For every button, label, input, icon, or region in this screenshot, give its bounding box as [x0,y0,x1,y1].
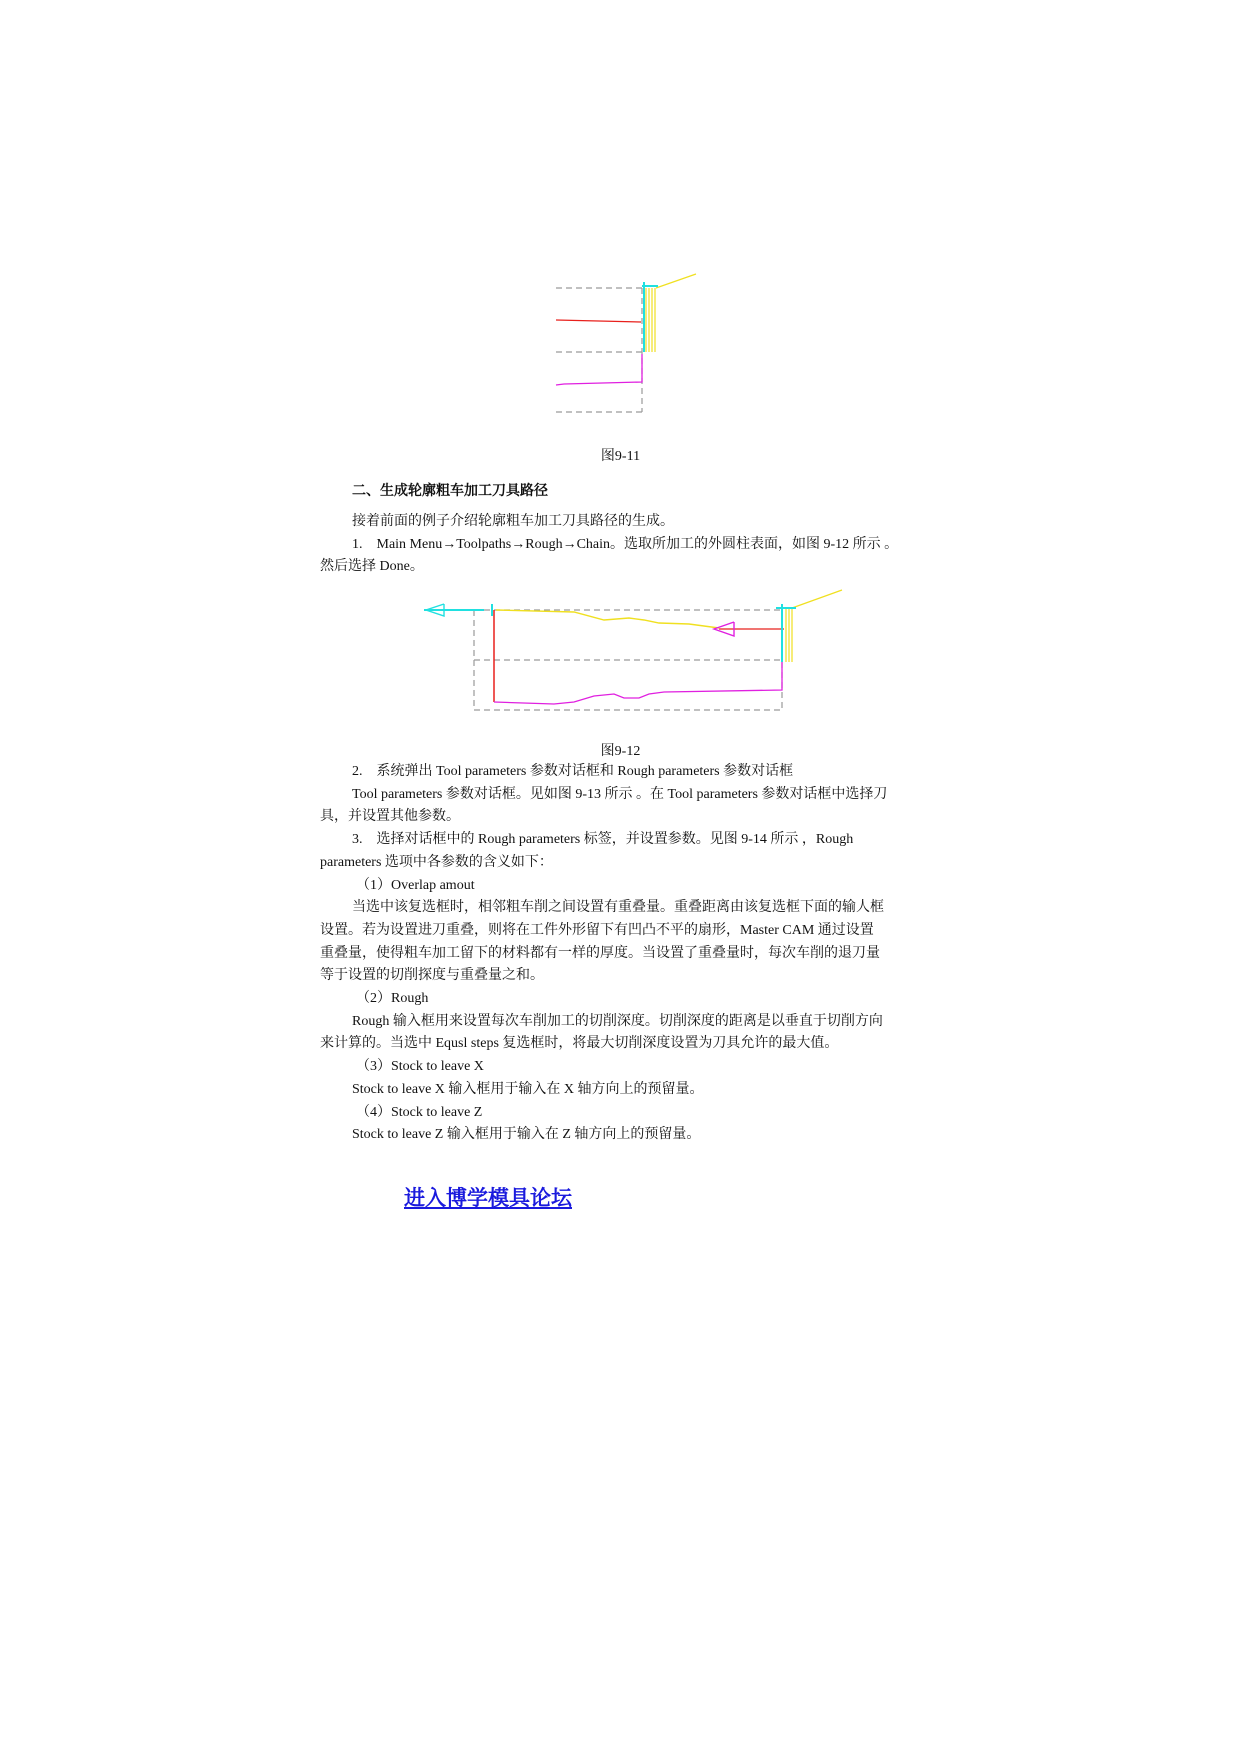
item1-line2: 设置。若为设置进刀重叠，则将在工件外形留下有凹凸不平的扇形，Master CAM 通过设置 [320,922,874,938]
figure-9-11-caption: 图9-11 [600,449,641,464]
item2-title: （2）Rough [356,991,429,1007]
step3-line1: 3. 选择对话框中的 Rough parameters 标签，并设置参数。见图 9-14 所示 ，Rough [352,832,854,848]
chain-profile-yellow [496,610,719,628]
step2-line3: 具，并设置其他参数。 [320,809,460,825]
item2-line2: 来计算的。当选中 Equsl steps 复选框时，将最大切削深度设置为刀具允许的最大值。 [320,1036,839,1052]
figure-9-11-drawing [556,270,706,420]
figure-9-12-drawing [424,590,844,720]
tool-cyan [424,604,492,616]
item3-line1: Stock to leave X 输入框用于输入在 X 轴方向上的预留量。 [352,1081,704,1097]
step2-line1: 2. 系统弹出 Tool parameters 参数对话框和 Rough parameters 参数对话框 [352,764,794,779]
item1-line1: 当选中该复选框时，相邻粗车削之间设置有重叠量。重叠距离由该复选框下面的输人框 [352,900,884,916]
forum-link[interactable]: 进入博学模具论坛 [404,1186,572,1210]
stock-boundary-dashed [474,610,782,710]
item4-line1: Stock to leave Z 输入框用于输入在 Z 轴方向上的预留量。 [352,1127,701,1143]
intro-text: 接着前面的例子介绍轮廓粗车加工刀具路径的生成。 [352,514,674,529]
step1-line1: 1. Main Menu→Toolpaths→Rough→Chain。选取所加工的外圆柱表面，如图 9-12 所示 。 [352,536,899,552]
intro-paragraphs [320,511,930,579]
part-profile-magenta [556,354,642,385]
body-paragraphs [320,761,930,1147]
section-heading: 二、生成轮廓粗车加工刀具路径 [352,483,548,499]
item2-line1: Rough 输入框用来设置每次车削加工的切削深度。切削深度的距离是以垂直于切削方向 [352,1013,883,1029]
centerline-red [556,320,641,322]
item1-title: （1）Overlap amout [356,877,475,893]
part-profile-magenta [494,660,782,704]
item1-line4: 等于设置的切削探度与重叠量之和。 [320,968,544,984]
item3-title: （3）Stock to leave X [356,1059,484,1075]
step2-line2: Tool parameters 参数对话框。见如图 9-13 所示 。在 Tool parameters 参数对话框中选择刀 [352,786,888,802]
figure-9-12-caption: 图9-12 [600,744,641,759]
item4-title: （4）Stock to leave Z [356,1104,483,1120]
step1-line2: 然后选择 Done。 [320,559,424,575]
stock-boundary-dashed [556,288,642,412]
step3-line2: parameters 选项中各参数的含义如下： [320,854,553,870]
item1-line3: 重叠量，使得粗车加工留下的材料都有一样的厚度。当设置了重叠量时，每次车削的退刀量 [320,945,880,961]
facing-toolpath-yellow [786,590,842,662]
